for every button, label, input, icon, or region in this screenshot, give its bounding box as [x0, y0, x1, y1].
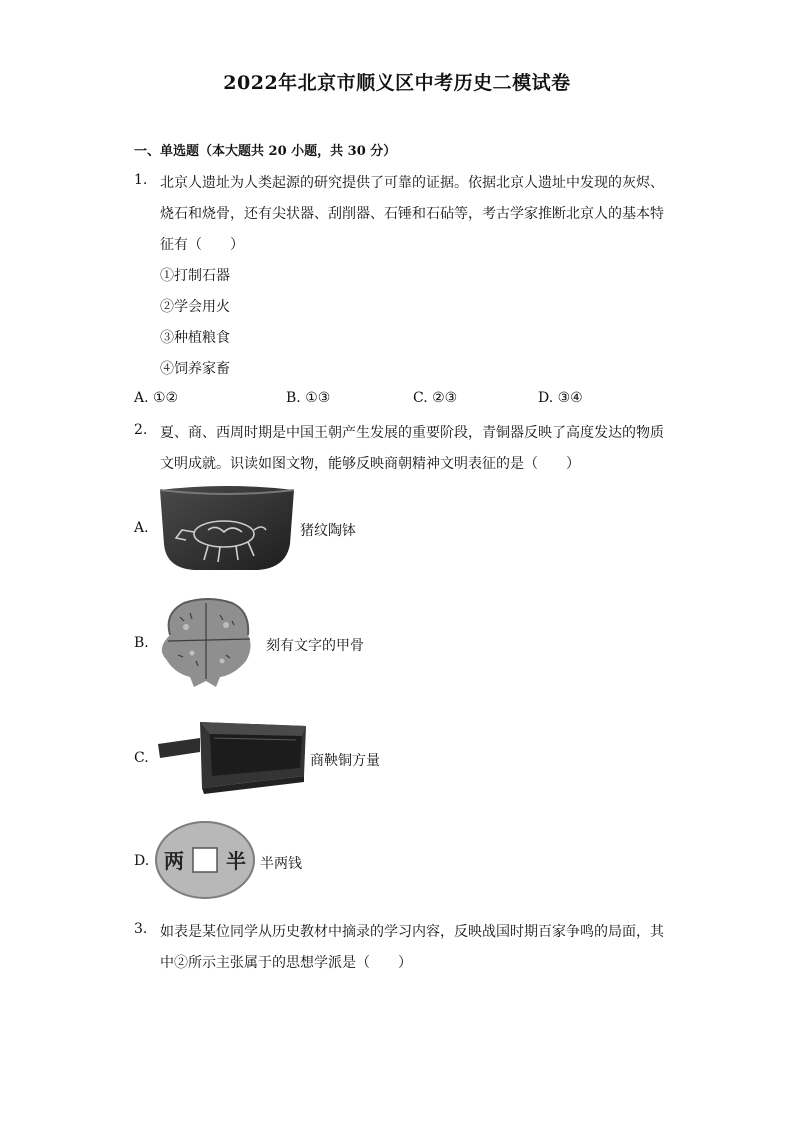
- coin-glyph-right: 半: [226, 849, 246, 873]
- statement: ③种植粮食: [160, 330, 230, 346]
- option-b-caption: 刻有文字的甲骨: [266, 638, 364, 654]
- statement: ④饲养家畜: [160, 361, 230, 377]
- option-d-letter[interactable]: D.: [134, 853, 150, 869]
- question-line: 文明成就。识读如图文物，能够反映商朝精神文明表征的是（ ）: [160, 456, 580, 472]
- shang-yang-bronze-measure-icon: [156, 716, 308, 796]
- option-d-caption: 半两钱: [260, 856, 302, 872]
- question-line: 夏、商、西周时期是中国王朝产生发展的重要阶段，青铜器反映了高度发达的物质: [160, 425, 664, 441]
- question-line: 北京人遗址为人类起源的研究提供了可靠的证据。依据北京人遗址中发现的灰烬、: [160, 175, 664, 191]
- option-a-letter[interactable]: A.: [134, 520, 149, 536]
- option-a-caption: 猪纹陶钵: [300, 523, 356, 539]
- question-line: 烧石和烧骨，还有尖状器、刮削器、石锤和石砧等，考古学家推断北京人的基本特: [160, 206, 664, 222]
- question-line: 征有（ ）: [160, 237, 244, 253]
- option-a[interactable]: A. ①②: [134, 390, 179, 406]
- option-c[interactable]: C. ②③: [413, 390, 458, 406]
- question-number: 2.: [134, 422, 148, 438]
- option-d[interactable]: D. ③④: [538, 390, 583, 406]
- statement: ②学会用火: [160, 299, 230, 315]
- question-number: 1.: [134, 172, 148, 188]
- question-number: 3.: [134, 921, 148, 937]
- page-title: 2022年北京市顺义区中考历史二模试卷: [223, 72, 571, 94]
- oracle-bone-shell-icon: [150, 595, 264, 691]
- option-b-letter[interactable]: B.: [134, 635, 149, 651]
- option-c-caption: 商鞅铜方量: [310, 753, 380, 769]
- banliang-coin-icon: [154, 820, 256, 900]
- question-line: 中②所示主张属于的思想学派是（ ）: [160, 955, 412, 971]
- question-line: 如表是某位同学从历史教材中摘录的学习内容，反映战国时期百家争鸣的局面，其: [160, 924, 664, 940]
- coin-glyph-left: 两: [164, 849, 184, 873]
- option-b[interactable]: B. ①③: [286, 390, 331, 406]
- pig-pattern-pottery-bowl-icon: [158, 484, 296, 572]
- option-c-letter[interactable]: C.: [134, 750, 149, 766]
- section-heading: 一、单选题（本大题共 20 小题，共 30 分）: [134, 144, 397, 159]
- statement: ①打制石器: [160, 268, 230, 284]
